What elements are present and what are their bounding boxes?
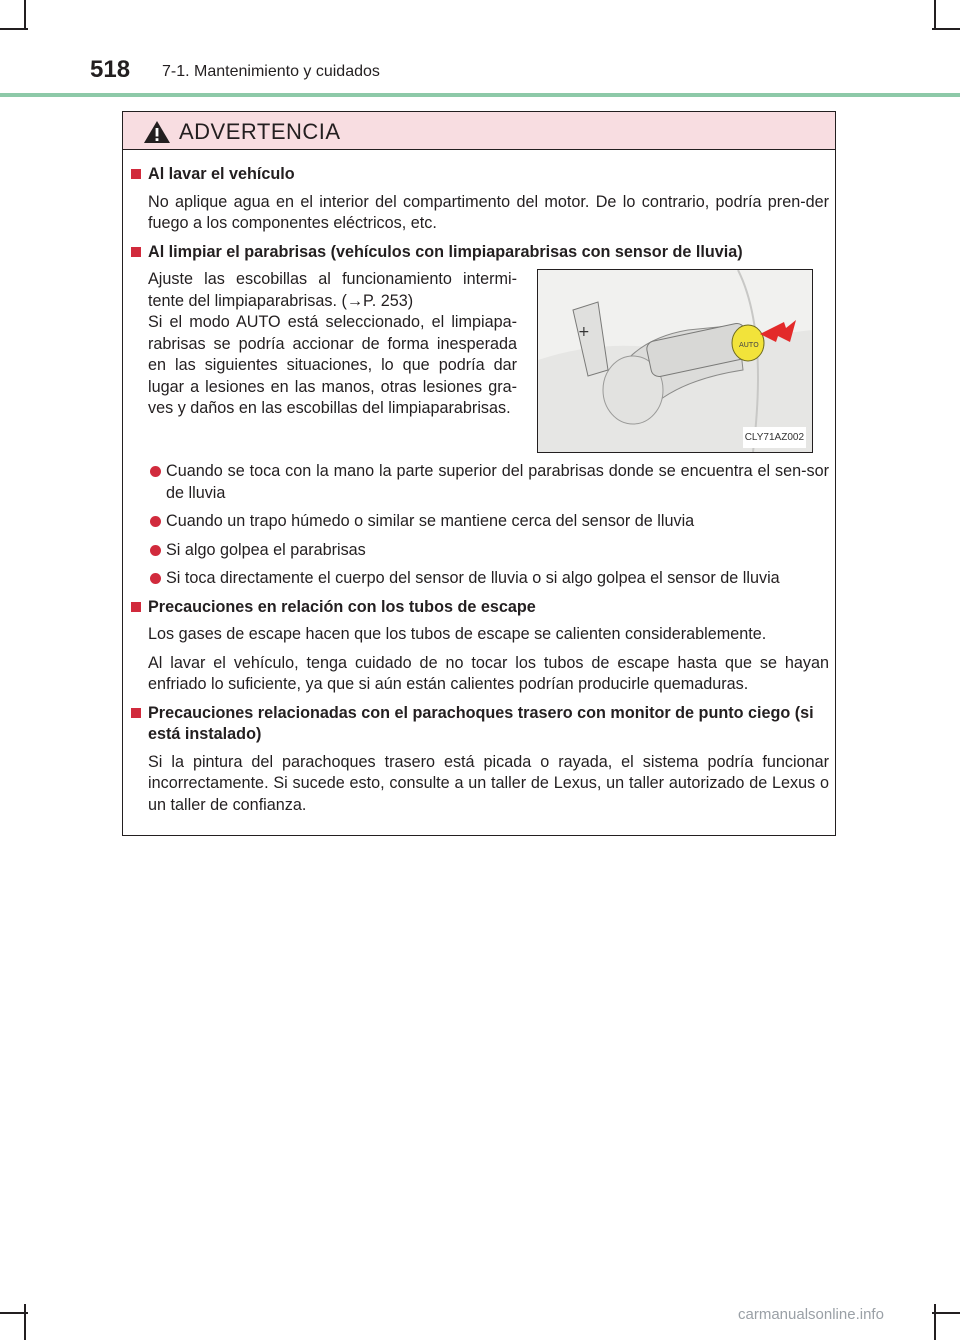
square-bullet-icon [131,169,141,179]
heading-text: Al lavar el vehículo [148,165,295,183]
warning-title: ADVERTENCIA [179,119,341,144]
bullet-icon [150,573,161,584]
list-item-text: Cuando se toca con la mano la parte superior del parabrisas donde se encuentra el sen-sor de lluvia [166,462,829,502]
page-number: 518 [90,56,131,83]
crop-mark [0,1312,28,1314]
paragraph: Los gases de escape hacen que los tubos de escape se calienten considerablemente. [148,625,767,643]
bullet-icon [150,516,161,527]
crop-mark [934,1304,936,1340]
section-heading [131,703,829,746]
square-bullet-icon [131,602,141,612]
header-rule [0,93,960,97]
list-item-text: Si toca directamente el cuerpo del sensor de lluvia o si algo golpea el sensor de lluvia [166,569,780,587]
list-item [131,511,829,533]
plus-label: + [578,324,590,340]
warning-box [122,111,836,836]
heading-text: Precauciones en relación con los tubos de escape [148,597,536,616]
crop-mark [932,1312,960,1314]
section-title: 7-1. Mantenimiento y cuidados [162,63,380,80]
paragraph: Si la pintura del parachoques trasero está picada o rayada, el sistema podría funcionar incorrectamente. Si sucede esto, consulte a un taller de Lexus, un taller autorizado de Lexus o un taller de confianza. [148,752,829,814]
list-item [131,568,829,590]
list-item [131,540,829,562]
section-heading [131,242,829,264]
heading-text: Al limpiar el parabrisas (vehículos con limpiaparabrisas con sensor de lluvia) [148,242,743,261]
warning-content [131,164,829,823]
paragraph: Al lavar el vehículo, tenga cuidado de no tocar los tubos de escape hasta que se hayan enfriado lo suficiente, ya que si aún están calientes podrían producirle quemaduras. [148,653,829,693]
auto-label: AUTO [739,341,759,349]
crop-mark [24,1304,26,1340]
paragraph: No aplique agua en el interior del compartimento del motor. De lo contrario, podría pren-der fuego a los componentes eléctricos, etc. [148,192,829,232]
square-bullet-icon [131,247,141,257]
footer-watermark: carmanualsonline.info [738,1306,884,1323]
figure-code: CLY71AZ002 [743,427,806,449]
warning-header [123,112,835,150]
list-item-text: Si algo golpea el parabrisas [166,540,366,559]
bullet-icon [150,466,161,477]
paragraph: Ajuste las escobillas al funcionamiento intermi-tente del limpiaparabrisas. (→P. 253) Si el modo AUTO está seleccionado, el limpiapa-rabrisas se podría accionar de forma inesperada en las siguientes situaciones, lo que podría dar lugar a lesiones en las manos, otras lesiones gra-ves y daños en las escobillas del limpiaparabrisas. [148,270,517,417]
page-header [0,0,960,100]
warning-triangle-icon [143,120,171,144]
figure-row [131,269,829,453]
list-item [131,461,829,504]
section-heading [131,164,829,186]
wiper-lever-illustration [538,270,812,452]
wiper-lever-figure [537,269,813,453]
bullet-icon [150,545,161,556]
heading-text: Precauciones relacionadas con el parachoques trasero con monitor de punto ciego (si está instalado) [148,703,814,743]
list-item-text: Cuando un trapo húmedo o similar se mantiene cerca del sensor de lluvia [166,512,695,530]
section-heading [131,597,829,619]
square-bullet-icon [131,708,141,718]
